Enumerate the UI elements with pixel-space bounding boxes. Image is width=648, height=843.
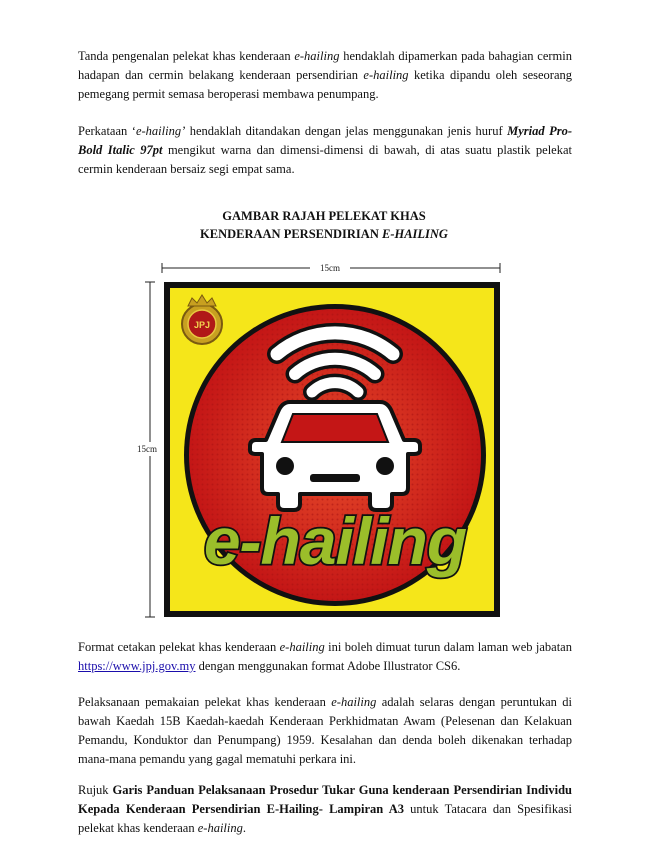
text: hendaklah dipamerkan pada bahagian cermin hadapan dan cermin belakang kenderaan persendirian	[78, 49, 572, 82]
paragraph-font-spec	[78, 122, 572, 179]
paragraph-download	[78, 638, 572, 676]
font-name: Myriad Pro-Bold Italic 97pt	[78, 124, 573, 157]
text-italic: e-hailing’	[135, 124, 186, 138]
paragraph-regulation	[78, 693, 572, 769]
text: KENDERAAN PERSENDIRIAN	[200, 227, 382, 241]
text: Format cetakan pelekat khas kenderaan	[78, 640, 280, 654]
text: adalah selaras dengan peruntukan di bawah Kaedah 15B Kaedah-kaedah Kenderaan Perkhidmatan Awam (Pelesenan dan Kelakuan Pemandu, Konduktor dan Penumpang) 1959. Kesalahan dan denda boleh dikenakan terhadap mana-mana pemandu yang gagal mematuhi perkara ini.	[78, 695, 572, 766]
signal-icon	[277, 333, 393, 392]
paragraph-reference	[78, 781, 572, 838]
text: Pelaksanaan pemakaian pelekat khas kenderaan	[78, 695, 332, 709]
figure-title-line1: GAMBAR RAJAH PELEKAT KHAS	[222, 209, 426, 223]
text-italic: e-hailing	[197, 821, 243, 835]
text: Tanda pengenalan pelekat khas kenderaan	[78, 49, 295, 63]
text: Perkataan ‘	[78, 124, 136, 138]
text: .	[242, 821, 246, 835]
text: mengikut warna dan dimensi-dimensi di bawah, di atas suatu plastik pelekat cermin kenderaan bersaiz segi empat sama.	[78, 143, 572, 176]
text-italic: e-hailing	[279, 640, 325, 654]
width-label: 15cm	[320, 263, 340, 273]
text-italic: E-HAILING	[381, 227, 448, 241]
ehailing-sticker-figure	[130, 262, 510, 624]
width-dimension	[162, 262, 500, 274]
jpj-website-link[interactable]: https://www.jpj.gov.my	[78, 659, 196, 673]
guideline-title: Garis Panduan Pelaksanaan Prosedur Tukar Guna kenderaan Persendirian Individu Kepada Kenderaan Persendirian E-Hailing- Lampiran A3	[78, 783, 573, 816]
text: ini boleh dimuat turun dalam laman web jabatan	[324, 640, 572, 654]
figure-title	[0, 207, 648, 243]
emblem-text: JPJ	[193, 320, 211, 330]
text: Rujuk	[78, 783, 113, 797]
height-dimension	[132, 282, 158, 617]
car-icon	[250, 402, 420, 510]
text: untuk Tatacara dan Spesifikasi pelekat khas kenderaan	[78, 802, 572, 835]
text-italic: e-hailing	[294, 49, 340, 63]
sticker-wordmark: e-hailing	[203, 504, 467, 578]
text: dengan menggunakan format Adobe Illustrator CS6.	[195, 659, 461, 673]
text-italic: e-hailing	[331, 695, 377, 709]
text: ketika dipandu oleh seseorang pemegang permit semasa beroperasi membawa penumpang.	[78, 68, 572, 101]
text-italic: e-hailing	[363, 68, 409, 82]
paragraph-sticker-placement	[78, 47, 572, 104]
figure-title-line2	[0, 225, 648, 243]
text: hendaklah ditandakan dengan jelas menggunakan jenis huruf	[185, 124, 508, 138]
height-label: 15cm	[137, 444, 157, 454]
